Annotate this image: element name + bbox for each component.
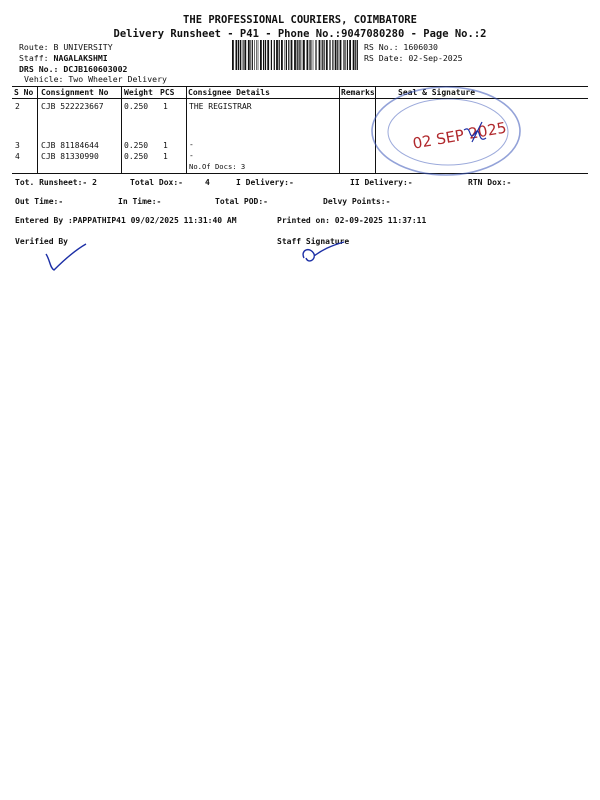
col-divider [37,86,38,173]
total-dox-label: Total Dox:- [130,178,183,187]
printed-on: Printed on: 02-09-2025 11:37:11 [277,216,427,225]
row-sno: 2 [15,102,20,111]
vehicle-type: Vehicle: Two Wheeler Delivery [24,74,167,84]
row-pcs: 1 [163,141,168,150]
staff-line [19,53,108,63]
drs-number: DRS No.: DCJB160603002 [19,64,128,74]
ii-delivery: II Delivery:- [350,178,413,187]
total-dox-value: 4 [205,178,210,187]
out-time: Out Time:- [15,197,64,206]
runsheet-subtitle: Delivery Runsheet - P41 - Phone No.:9047080280 - Page No.:2 [113,28,487,40]
row-consignee: - [189,151,194,160]
rtn-dox: RTN Dox:- [468,178,512,187]
row-consignment: CJB 522223667 [41,102,104,111]
staff-signature-mark [296,238,352,268]
verified-by-signature [40,242,90,274]
received-stamp [368,84,524,178]
company-title: THE PROFESSIONAL COURIERS, COIMBATORE [183,14,417,26]
route-label: Route: B UNIVERSITY [19,42,113,52]
i-delivery: I Delivery:- [236,178,294,187]
row-consignee: - [189,140,194,149]
rs-number: RS No.: 1606030 [364,42,438,52]
total-pod: Total POD:- [215,197,268,206]
row-consignment: CJB 81330990 [41,152,99,161]
row-pcs: 1 [163,102,168,111]
staff-name: NAGALAKSHMI [53,53,108,63]
row-pcs: 1 [163,152,168,161]
verified-by-label: Verified By [15,237,68,246]
row-consignee: THE REGISTRAR [189,102,252,111]
header-pcs: PCS [160,88,175,97]
header-remarks: Remarks [341,88,375,97]
staff-label: Staff: [19,53,49,63]
header-sno: S No [14,88,34,97]
delvy-points: Delvy Points:- [323,197,391,206]
tot-runsheet: Tot. Runsheet:- 2 [15,178,97,187]
stamp-date: 02 SEP 2025 [411,118,508,153]
row-weight: 0.250 [124,141,149,150]
header-consignee: Consignee Details [188,88,270,97]
col-divider [121,86,122,173]
header-seal-signature: Seal & Signature [398,88,476,97]
row-weight: 0.250 [124,152,149,161]
row-sno: 3 [15,141,20,150]
staff-signature-label: Staff Signature [277,237,350,246]
no-of-docs: No.Of Docs: 3 [189,162,246,171]
barcode [232,40,358,70]
row-consignment: CJB 81184644 [41,141,99,150]
entered-by: Entered By :PAPPATHIP41 09/02/2025 11:31:40 AM [15,216,237,225]
header-weight: Weight [124,88,153,97]
header-consignment: Consignment No [41,88,109,97]
row-sno: 4 [15,152,20,161]
in-time: In Time:- [118,197,162,206]
rs-date: RS Date: 02-Sep-2025 [364,53,463,63]
col-divider [339,86,340,173]
row-weight: 0.250 [124,102,149,111]
col-divider [186,86,187,173]
